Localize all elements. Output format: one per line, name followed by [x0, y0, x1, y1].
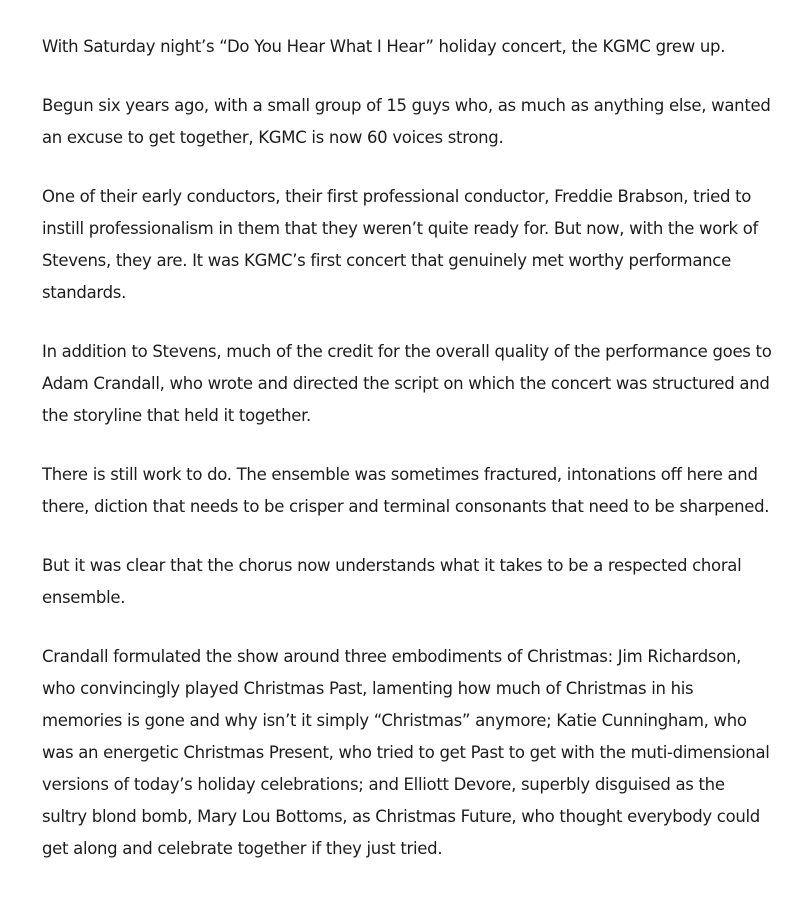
article-paragraph-3: One of their early conductors, their first professional conductor, Freddie Brabson, tried to instill professionalism in them that they weren’t quite ready for. But now, with the work of Stevens, they are. It was KGMC’s first concert that genuinely met worthy performance standards.	[42, 187, 759, 302]
article-paragraph-6: But it was clear that the chorus now understands what it takes to be a respected choral ensemble.	[42, 556, 742, 607]
article-paragraph-2: Begun six years ago, with a small group of 15 guys who, as much as anything else, wanted an excuse to get together, KGMC is now 60 voices strong.	[42, 96, 771, 147]
article-body	[42, 31, 772, 892]
article-paragraph-1: With Saturday night’s “Do You Hear What I Hear” holiday concert, the KGMC grew up.	[42, 37, 726, 56]
article-paragraph-7: Crandall formulated the show around three embodiments of Christmas: Jim Richardson, who convincingly played Christmas Past, lamenting how much of Christmas in his memories is gone and why isn’t it simply “Christmas” anymore; Katie Cunningham, who was an energetic Christmas Present, who tried to get Past to get with the muti-dimensional versions of today’s holiday celebrations; and Elliott Devore, superbly disguised as the sultry blond bomb, Mary Lou Bottoms, as Christmas Future, who thought everybody could get along and celebrate together if they just tried.	[42, 647, 770, 858]
article-paragraph-4: In addition to Stevens, much of the credit for the overall quality of the performance goes to Adam Crandall, who wrote and directed the script on which the concert was structured and the storyline that held it together.	[42, 342, 772, 425]
article-paragraph-5: There is still work to do. The ensemble was sometimes fractured, intonations off here and there, diction that needs to be crisper and terminal consonants that need to be sharpened.	[42, 465, 770, 516]
